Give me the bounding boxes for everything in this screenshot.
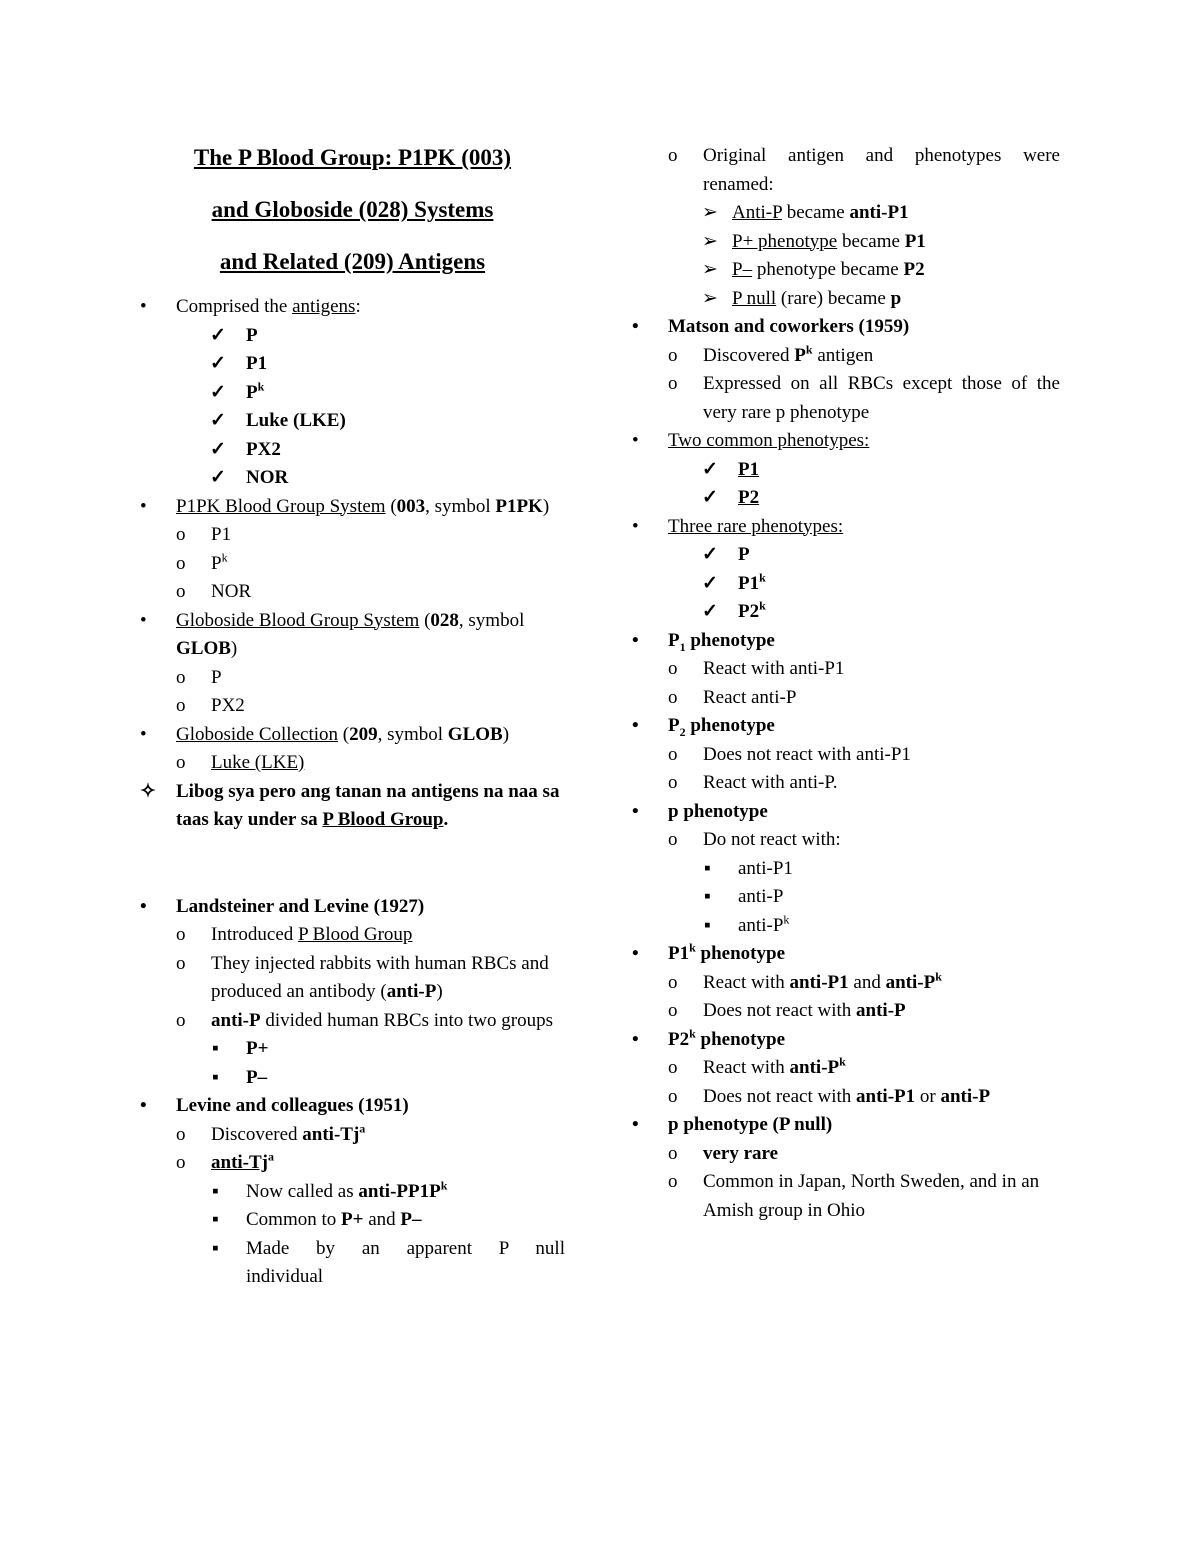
circle-bullet-icon: o bbox=[668, 344, 678, 366]
checkmark-icon: ✓ bbox=[210, 353, 226, 374]
list-item: • P2$^k$ phenotype bbox=[632, 1026, 1060, 1055]
bullet-icon: • bbox=[632, 629, 639, 651]
page-title-line-1: The P Blood Group: P1PK (003) bbox=[193, 145, 512, 170]
page-title-line-2: and Globoside (028) Systems bbox=[211, 197, 494, 222]
list-item: • Comprised the antigens: bbox=[140, 293, 565, 322]
checkmark-icon: ✓ bbox=[702, 487, 718, 508]
checkmark-icon: ✓ bbox=[210, 324, 226, 346]
bullet-icon: • bbox=[140, 296, 147, 317]
circle-bullet-icon: o bbox=[176, 1123, 186, 1145]
bullet-icon: • bbox=[140, 723, 147, 745]
arrowhead-icon: ➢ bbox=[702, 287, 718, 309]
list-item: • P1PK Blood Group System (003, symbol P1PK) bbox=[140, 493, 565, 522]
list-item: o Does not react with anti-P1 bbox=[632, 741, 1060, 770]
list-item: • p phenotype bbox=[632, 798, 1060, 827]
list-item: o anti-Tj$^a$ bbox=[140, 1149, 565, 1178]
checkmark-icon: ✓ bbox=[210, 438, 226, 460]
square-bullet-icon: ▪ bbox=[212, 1066, 219, 1088]
list-item: ▪ anti-P bbox=[632, 883, 1060, 912]
list-item: ✓ $P^k$ bbox=[140, 379, 565, 408]
bullet-icon: • bbox=[632, 943, 639, 964]
list-item: ▪ anti-$P^k$ bbox=[632, 912, 1060, 941]
list-item: ✓ Luke (LKE) bbox=[140, 407, 565, 436]
circle-bullet-icon: o bbox=[668, 772, 678, 793]
square-bullet-icon: ▪ bbox=[704, 886, 711, 907]
list-item: o React anti-P bbox=[632, 684, 1060, 713]
list-item: o Discovered anti-Tj$^a$ bbox=[140, 1121, 565, 1150]
list-item: ➢ Anti-P became anti-P1 bbox=[632, 199, 1060, 228]
circle-bullet-icon: o bbox=[668, 686, 678, 708]
circle-bullet-icon: o bbox=[668, 373, 678, 394]
list-item: ▪ Now called as anti-$PP1P^k$ bbox=[140, 1178, 565, 1207]
square-bullet-icon: ▪ bbox=[212, 1180, 219, 1202]
list-item: • Globoside Collection (209, symbol GLOB) bbox=[140, 721, 565, 750]
arrowhead-icon: ➢ bbox=[702, 259, 718, 280]
list-item: ✓ PX2 bbox=[140, 436, 565, 465]
square-bullet-icon: ▪ bbox=[212, 1237, 219, 1259]
list-item: • Globoside Blood Group System (028, symbol GLOB) bbox=[140, 607, 565, 664]
checkmark-icon: ✓ bbox=[702, 458, 718, 480]
arrowhead-icon: ➢ bbox=[702, 202, 718, 223]
list-item: o They injected rabbits with human RBCs and produced an antibody (anti-P) bbox=[140, 950, 565, 1007]
list-item: o Does not react with anti-P1 or anti-P bbox=[632, 1083, 1060, 1112]
list-item: • P1$^k$ phenotype bbox=[632, 940, 1060, 969]
list-item: o Expressed on all RBCs except those of the very rare p phenotype bbox=[632, 370, 1060, 427]
circle-bullet-icon: o bbox=[176, 952, 186, 974]
list-item: ✓ P2$^k$ bbox=[632, 598, 1060, 627]
list-item: o NOR bbox=[140, 578, 565, 607]
list-item: ✓ P1$^k$ bbox=[632, 570, 1060, 599]
circle-bullet-icon: o bbox=[176, 1009, 186, 1031]
list-item: • p phenotype (P null) bbox=[632, 1111, 1060, 1140]
circle-bullet-icon: o bbox=[176, 695, 186, 716]
left-column bbox=[140, 143, 565, 1292]
list-item: o PX2 bbox=[140, 692, 565, 721]
circle-bullet-icon: o bbox=[176, 581, 186, 602]
list-item: ▪ P+ bbox=[140, 1035, 565, 1064]
list-item: o React with anti-P. bbox=[632, 769, 1060, 798]
checkmark-icon: ✓ bbox=[702, 601, 718, 622]
bullet-icon: • bbox=[632, 1028, 639, 1050]
circle-bullet-icon: o bbox=[176, 924, 186, 945]
list-item: ▪ P– bbox=[140, 1064, 565, 1093]
note-item: ✧ Libog sya pero ang tanan na antigens na naa sa taas kay under sa P Blood Group. bbox=[140, 778, 565, 835]
list-item: ✓ P bbox=[632, 541, 1060, 570]
square-bullet-icon: ▪ bbox=[212, 1209, 219, 1230]
list-item: ➢ P null (rare) became p bbox=[632, 285, 1060, 314]
square-bullet-icon: ▪ bbox=[212, 1038, 219, 1059]
square-bullet-icon: ▪ bbox=[704, 914, 711, 936]
square-bullet-icon: ▪ bbox=[704, 857, 711, 879]
list-item: • $P_2$ phenotype bbox=[632, 712, 1060, 741]
list-item: • Matson and coworkers (1959) bbox=[632, 313, 1060, 342]
list-item: ✓ P1 bbox=[140, 350, 565, 379]
circle-bullet-icon: o bbox=[176, 752, 186, 773]
checkmark-icon: ✓ bbox=[702, 544, 718, 565]
list-item: o anti-P divided human RBCs into two groups bbox=[140, 1007, 565, 1036]
list-item: o React with anti-P1 bbox=[632, 655, 1060, 684]
bullet-icon: • bbox=[140, 495, 147, 517]
circle-bullet-icon: o bbox=[668, 1085, 678, 1107]
circle-bullet-icon: o bbox=[668, 145, 678, 166]
list-item: o Discovered $P^k$ antigen bbox=[632, 342, 1060, 371]
bullet-icon: • bbox=[140, 609, 147, 631]
list-item: o Original antigen and phenotypes were renamed: bbox=[632, 142, 1060, 199]
list-item: • Two common phenotypes: bbox=[632, 427, 1060, 456]
list-item: o P bbox=[140, 664, 565, 693]
circle-bullet-icon: o bbox=[668, 1142, 678, 1164]
checkmark-icon: ✓ bbox=[210, 410, 226, 431]
circle-bullet-icon: o bbox=[176, 524, 186, 545]
circle-bullet-icon: o bbox=[668, 1000, 678, 1021]
list-item: ✓ P2 bbox=[632, 484, 1060, 513]
checkmark-icon: ✓ bbox=[210, 381, 226, 403]
list-item: o React with anti-$P^k$ bbox=[632, 1054, 1060, 1083]
list-item: ✓ P1 bbox=[632, 456, 1060, 485]
circle-bullet-icon: o bbox=[176, 1152, 186, 1173]
bullet-icon: • bbox=[632, 800, 639, 822]
list-item: o $P^k$ bbox=[140, 550, 565, 579]
list-item: o P1 bbox=[140, 521, 565, 550]
list-item: ▪ anti-P1 bbox=[632, 855, 1060, 884]
bullet-icon: • bbox=[140, 1095, 147, 1116]
bullet-icon: • bbox=[632, 1114, 639, 1135]
list-item: ➢ P+ phenotype became P1 bbox=[632, 228, 1060, 257]
list-item: ▪ Made by an apparent P null individual bbox=[140, 1235, 565, 1292]
four-diamond-icon: ✧ bbox=[140, 780, 156, 802]
list-item: o Does not react with anti-P bbox=[632, 997, 1060, 1026]
list-item: ✓ P bbox=[140, 322, 565, 351]
page-title-line-3: and Related (209) Antigens bbox=[219, 249, 486, 274]
list-item: • Levine and colleagues (1951) bbox=[140, 1092, 565, 1121]
list-item: • $P_1$ phenotype bbox=[632, 627, 1060, 656]
list-item: o very rare bbox=[632, 1140, 1060, 1169]
bullet-icon: • bbox=[632, 430, 639, 451]
list-item: o Introduced P Blood Group bbox=[140, 921, 565, 950]
circle-bullet-icon: o bbox=[176, 666, 186, 688]
checkmark-icon: ✓ bbox=[702, 572, 718, 594]
list-item: ▪ Common to P+ and P– bbox=[140, 1206, 565, 1235]
bullet-icon: • bbox=[632, 515, 639, 537]
bullet-icon: • bbox=[632, 316, 639, 337]
circle-bullet-icon: o bbox=[668, 829, 678, 850]
circle-bullet-icon: o bbox=[176, 552, 186, 574]
bullet-icon: • bbox=[140, 895, 147, 917]
circle-bullet-icon: o bbox=[668, 658, 678, 679]
list-item: • Landsteiner and Levine (1927) bbox=[140, 893, 565, 922]
list-item: o Do not react with: bbox=[632, 826, 1060, 855]
list-item: • Three rare phenotypes: bbox=[632, 513, 1060, 542]
bullet-icon: • bbox=[632, 715, 639, 736]
circle-bullet-icon: o bbox=[668, 971, 678, 993]
arrowhead-icon: ➢ bbox=[702, 230, 718, 252]
circle-bullet-icon: o bbox=[668, 1171, 678, 1192]
right-column bbox=[632, 142, 1060, 1225]
checkmark-icon: ✓ bbox=[210, 467, 226, 488]
list-item: ✓ NOR bbox=[140, 464, 565, 493]
list-item: o React with anti-P1 and anti-$P^k$ bbox=[632, 969, 1060, 998]
list-item: o Common in Japan, North Sweden, and in an Amish group in Ohio bbox=[632, 1168, 1060, 1225]
list-item: o Luke (LKE) bbox=[140, 749, 565, 778]
list-item: ➢ P– phenotype became P2 bbox=[632, 256, 1060, 285]
circle-bullet-icon: o bbox=[668, 1057, 678, 1078]
circle-bullet-icon: o bbox=[668, 743, 678, 765]
